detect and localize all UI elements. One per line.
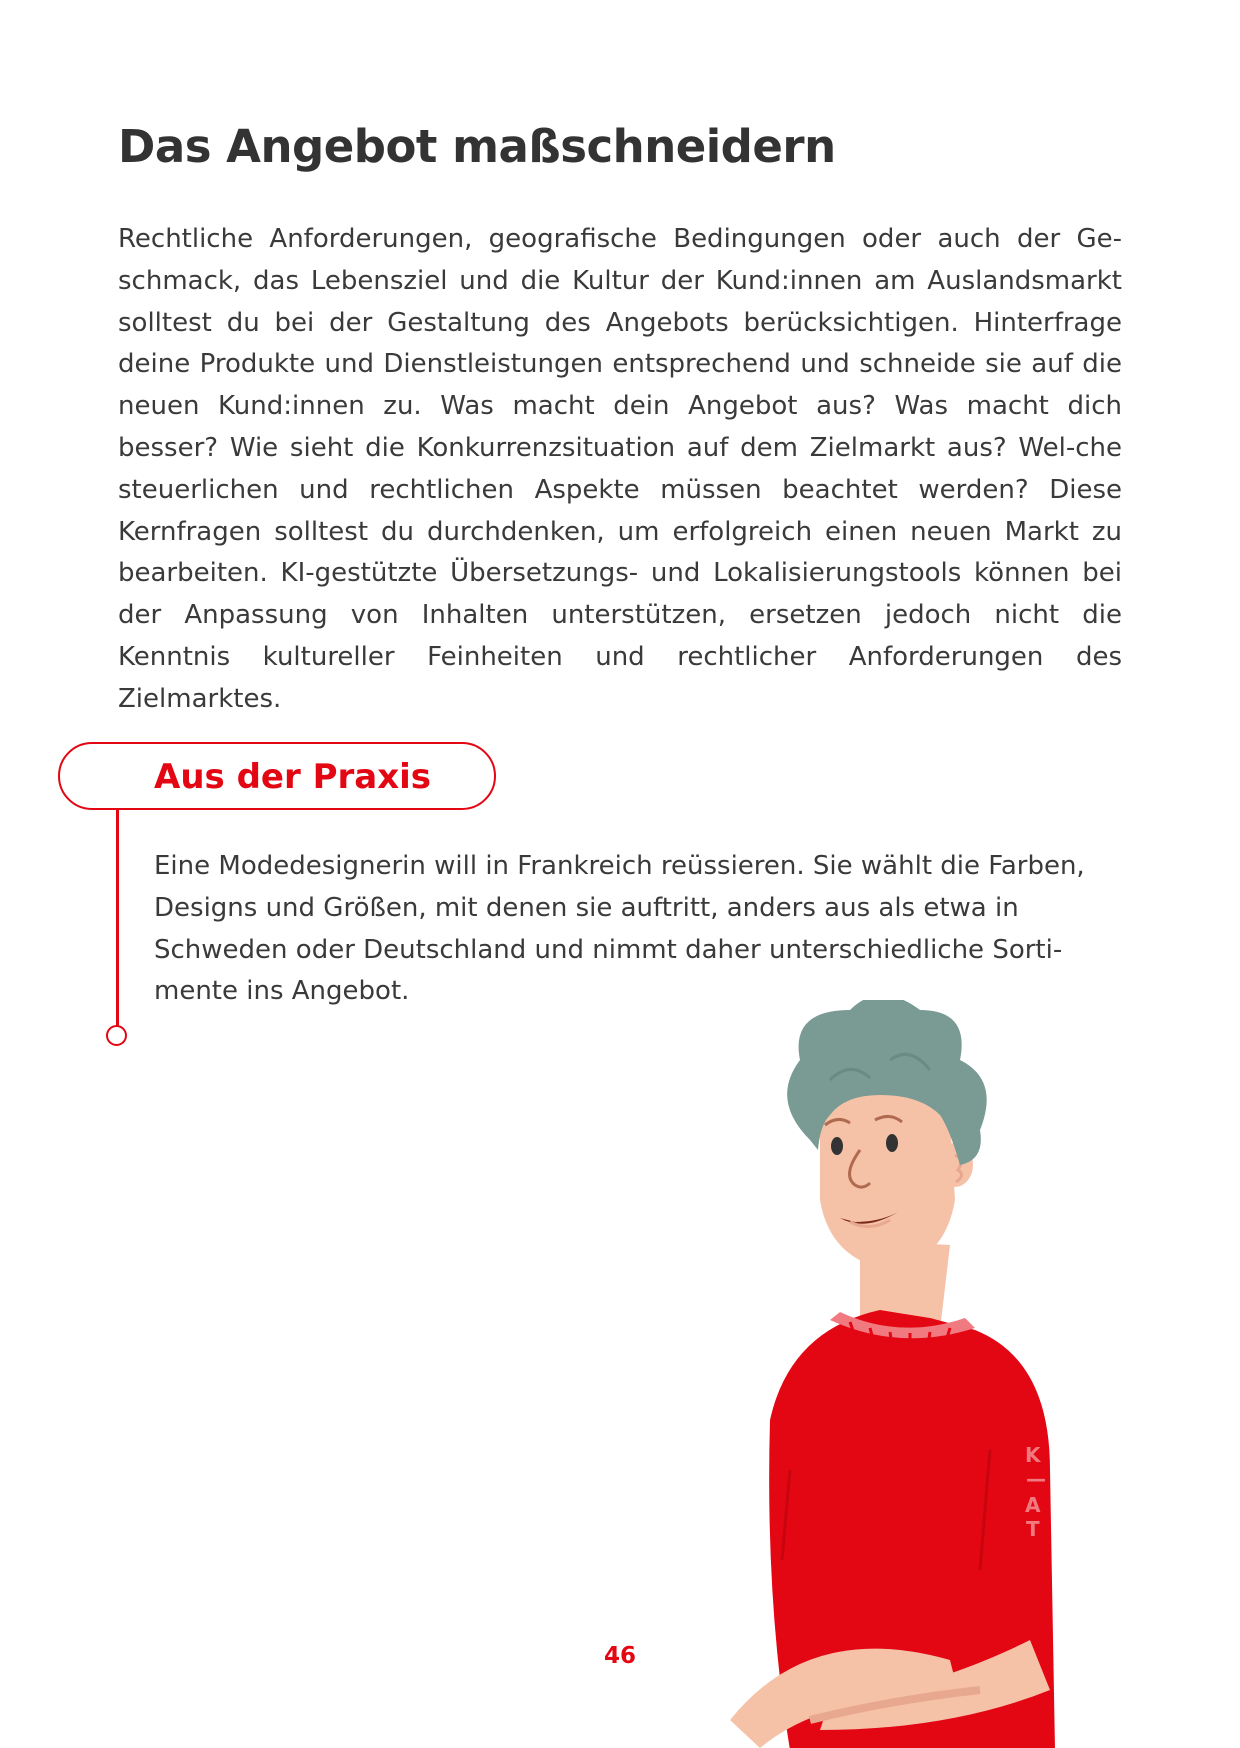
praxis-title: Aus der Praxis	[154, 757, 432, 797]
timeline-line	[116, 810, 119, 1026]
svg-text:T: T	[1026, 1517, 1040, 1541]
svg-text:A: A	[1025, 1493, 1041, 1517]
body-paragraph: Rechtliche Anforderungen, geografische Bedingungen oder auch der Ge-schmack, das Lebensziel und die Kultur der Kund:innen am Auslandsmarkt solltest du bei der Gestaltung des Angebots berücksichtigen. Hinterfrage deine Produkte und Dienstleistungen entsprechend und schneide sie auf die neuen Kund:innen zu. Was macht dein Angebot aus? Was macht dich besser? Wie sieht die Konkurrenzsituation auf dem Zielmarkt aus? Wel-che steuerlichen und rechtlichen Aspekte müssen beachtet werden? Diese Kernfragen solltest du durchdenken, um erfolgreich einen neuen Markt zu bearbeiten. KI-gestützte Übersetzungs- und Lokalisierungstools können bei der Anpassung von Inhalten unterstützen, ersetzen jedoch nicht die Kenntnis kultureller Feinheiten und rechtlicher Anforderungen des Zielmarktes.	[118, 224, 1122, 714]
person-illustration	[730, 1000, 1200, 1748]
page-title: Das Angebot maßschneidern	[118, 120, 836, 173]
svg-text:—: —	[1026, 1467, 1046, 1491]
page-number: 46	[603, 1643, 636, 1669]
praxis-text: Eine Modedesignerin will in Frankreich reüssieren. Sie wählt die Farben, Designs und Größen, mit denen sie auftritt, anders aus als etwa in Schweden oder Deutschland und nimmt daher unterschiedliche Sorti-mente ins Angebot.	[154, 851, 1085, 1007]
svg-text:K: K	[1025, 1443, 1041, 1467]
timeline-dot	[106, 1025, 127, 1046]
